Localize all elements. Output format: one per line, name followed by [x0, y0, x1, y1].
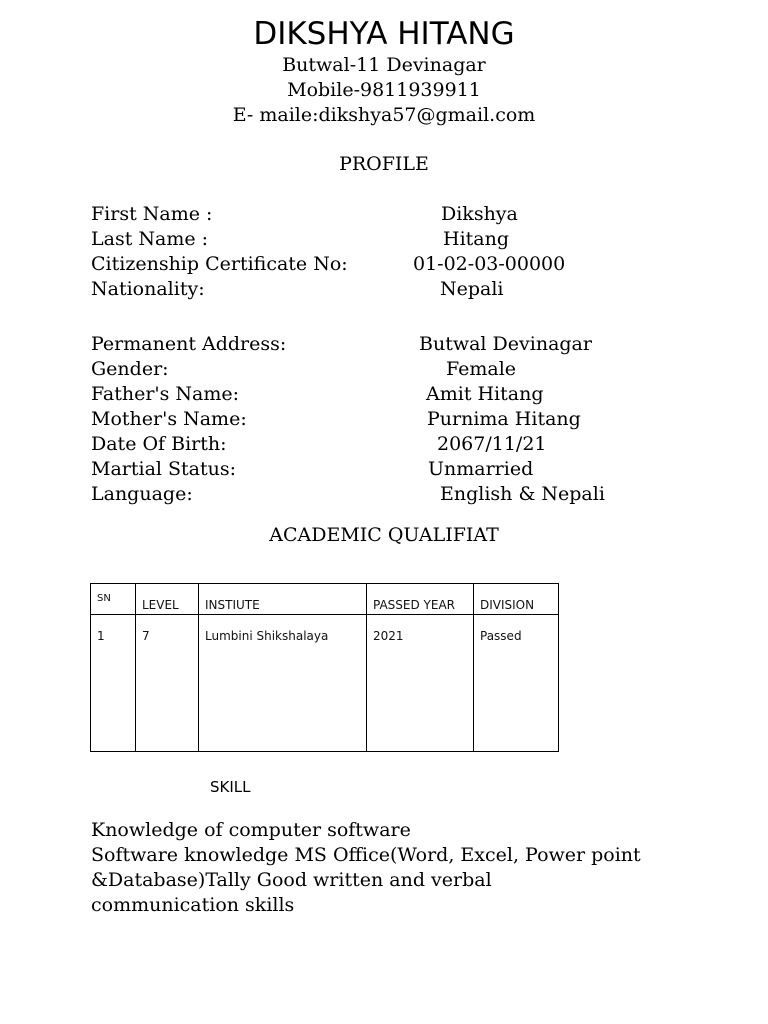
field-label-language: Language: [91, 483, 193, 505]
cell-passed-year: 2021 [367, 615, 474, 752]
cell-institute: Lumbini Shikshalaya [199, 615, 367, 752]
field-value-marital-status: Unmarried [428, 458, 534, 480]
column-header-label: LEVEL [142, 598, 179, 612]
field-label-permanent-address: Permanent Address: [91, 333, 287, 355]
column-header-level [136, 584, 199, 615]
cell-sn: 1 [91, 615, 136, 752]
skill-line: Knowledge of computer software [91, 819, 411, 841]
field-label-mother-name: Mother's Name: [91, 408, 247, 430]
field-label-citizenship: Citizenship Certificate No: [91, 253, 348, 275]
field-value-gender: Female [446, 358, 517, 380]
profile-heading: PROFILE [339, 153, 429, 175]
academic-heading: ACADEMIC QUALIFIAT [269, 524, 499, 546]
skill-line: Software knowledge MS Office(Word, Excel, Power point [91, 844, 641, 866]
contact-mobile: Mobile-9811939911 [287, 79, 481, 101]
field-label-date-of-birth: Date Of Birth: [91, 433, 227, 455]
field-value-mother-name: Purnima Hitang [427, 408, 581, 430]
field-label-first-name: First Name : [91, 203, 213, 225]
field-value-last-name: Hitang [443, 228, 510, 250]
skill-line: &Database)Tally Good written and verbal [91, 869, 492, 891]
table-row [91, 615, 559, 752]
column-header-passed-year [367, 584, 474, 615]
field-value-citizenship: 01-02-03-00000 [413, 253, 566, 275]
column-header-division [474, 584, 559, 615]
field-value-nationality: Nepali [440, 278, 504, 300]
field-label-marital-status: Martial Status: [91, 458, 237, 480]
cell-division: Passed [474, 615, 559, 752]
field-value-father-name: Amit Hitang [426, 383, 544, 405]
resume-name: DIKSHYA HITANG [253, 16, 515, 52]
contact-email: E- maile:dikshya57@gmail.com [232, 104, 536, 126]
column-header-sn [91, 584, 136, 615]
skill-line: communication skills [91, 894, 295, 916]
cell-level: 7 [136, 615, 199, 752]
field-value-language: English & Nepali [440, 483, 605, 505]
field-value-permanent-address: Butwal Devinagar [419, 333, 592, 355]
field-label-father-name: Father's Name: [91, 383, 240, 405]
academic-table [90, 583, 559, 752]
skill-heading: SKILL [210, 778, 251, 796]
column-header-label: PASSED YEAR [373, 598, 456, 612]
field-label-nationality: Nationality: [91, 278, 205, 300]
column-header-label: SN [97, 593, 111, 604]
field-value-first-name: Dikshya [441, 203, 518, 225]
field-value-date-of-birth: 2067/11/21 [437, 433, 547, 455]
field-label-last-name: Last Name : [91, 228, 209, 250]
column-header-label: DIVISION [480, 598, 535, 612]
field-label-gender: Gender: [91, 358, 169, 380]
column-header-label: INSTIUTE [205, 598, 260, 612]
column-header-institute [199, 584, 367, 615]
table-header-row [91, 584, 559, 615]
contact-address: Butwal-11 Devinagar [282, 54, 486, 76]
